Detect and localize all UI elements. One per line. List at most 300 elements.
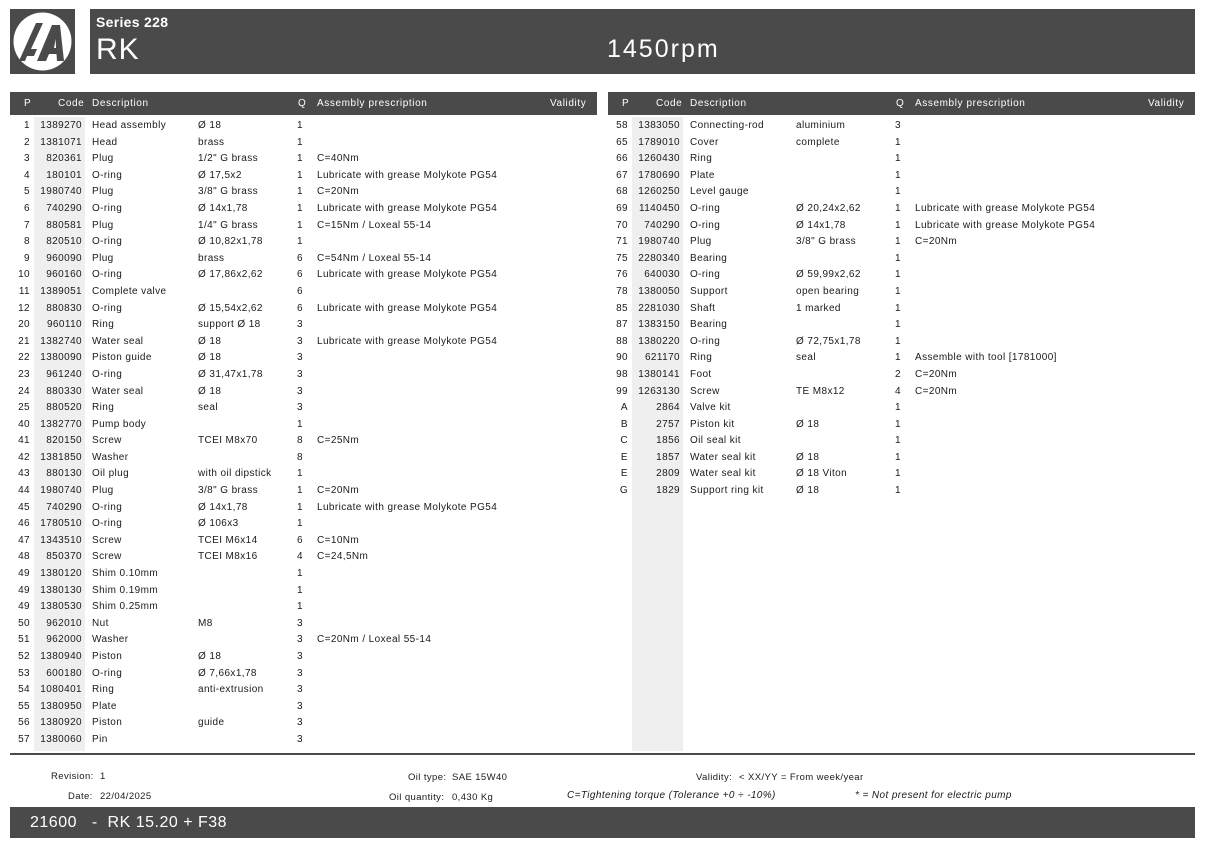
row-code: 1380950: [40, 700, 82, 712]
table-row: [10, 466, 597, 483]
row-position: 24: [18, 385, 30, 397]
row-spec: Ø 17,5x2: [198, 169, 242, 181]
table-row: [608, 201, 1195, 218]
row-description: Piston: [92, 651, 123, 662]
row-code: 962010: [46, 617, 82, 629]
table-row: [608, 251, 1195, 268]
row-spec: 1/4" G brass: [198, 219, 259, 231]
header-bar: [90, 9, 1195, 74]
row-spec: 1 marked: [796, 302, 841, 314]
row-code: 960160: [46, 269, 82, 281]
row-description: Ring: [690, 153, 713, 165]
row-position: 52: [18, 651, 30, 662]
row-position: 66: [616, 153, 628, 165]
col-q: Q: [896, 98, 905, 109]
table-row: [10, 218, 597, 235]
row-quantity: 4: [895, 385, 901, 397]
row-spec: TCEI M6x14: [198, 534, 258, 546]
row-spec: Ø 7,66x1,78: [198, 667, 257, 679]
table-row: [10, 234, 597, 251]
row-position: A: [620, 402, 628, 414]
row-spec: 1/2" G brass: [198, 153, 259, 165]
row-code: 1380940: [40, 651, 82, 662]
row-assembly-note: C=20Nm / Loxeal 55-14: [317, 634, 432, 646]
row-code: 1789010: [638, 136, 680, 148]
footer-divider: [10, 753, 1195, 755]
table-row: [10, 118, 597, 135]
row-position: 56: [18, 717, 30, 729]
row-code: 1380050: [638, 285, 680, 297]
row-description: Head: [92, 136, 118, 148]
table-row: [608, 400, 1195, 417]
row-assembly-note: Lubricate with grease Molykote PG54: [317, 335, 498, 347]
row-description: Shim 0.19mm: [92, 584, 159, 596]
row-position: 88: [616, 335, 628, 347]
row-quantity: 1: [895, 186, 901, 198]
row-quantity: 1: [895, 236, 901, 248]
row-code: 962000: [46, 634, 82, 646]
row-position: 41: [18, 435, 30, 447]
row-position: 6: [24, 202, 30, 214]
row-quantity: 1: [895, 169, 901, 181]
row-quantity: 1: [297, 518, 303, 530]
row-description: O-ring: [92, 302, 123, 314]
row-code: 850370: [46, 551, 82, 563]
table-row: [608, 267, 1195, 284]
table-row: [608, 466, 1195, 483]
row-code: 1380120: [40, 568, 82, 580]
row-spec: Ø 15,54x2,62: [198, 302, 263, 314]
row-code: 1380530: [40, 601, 82, 613]
row-position: 90: [616, 352, 628, 364]
row-assembly-note: C=20Nm: [317, 485, 360, 497]
row-quantity: 6: [297, 285, 303, 297]
row-quantity: 8: [297, 451, 303, 463]
row-position: 7: [24, 219, 30, 231]
row-quantity: 1: [895, 269, 901, 281]
row-description: O-ring: [92, 269, 123, 281]
row-description: Screw: [92, 435, 122, 447]
row-description: Ring: [92, 319, 115, 331]
row-spec: Ø 18: [198, 385, 222, 397]
table-row: [10, 632, 597, 649]
row-code: 1381071: [40, 136, 82, 148]
table-row: [10, 168, 597, 185]
table-row: [608, 168, 1195, 185]
row-position: 40: [18, 418, 30, 430]
row-spec: TCEI M8x16: [198, 551, 258, 563]
row-position: 49: [18, 584, 30, 596]
row-assembly-note: Lubricate with grease Molykote PG54: [317, 501, 498, 513]
row-description: O-ring: [92, 202, 123, 214]
bottom-title: 21600 - RK 15.20 + F38: [30, 814, 228, 831]
row-quantity: 4: [297, 551, 303, 563]
row-code: 1980740: [40, 485, 82, 497]
row-description: O-ring: [690, 219, 721, 231]
row-spec: 3/8" G brass: [198, 485, 259, 497]
row-quantity: 1: [895, 485, 901, 497]
row-assembly-note: Lubricate with grease Molykote PG54: [915, 202, 1096, 214]
left-table-header: [10, 92, 597, 115]
row-quantity: 1: [297, 568, 303, 580]
row-position: 49: [18, 568, 30, 580]
row-quantity: 1: [895, 202, 901, 214]
row-description: Connecting-rod: [690, 120, 764, 131]
row-quantity: 3: [297, 402, 303, 414]
row-assembly-note: C=15Nm / Loxeal 55-14: [317, 219, 432, 231]
revision-label: Revision:: [51, 771, 94, 782]
row-spec: Ø 14x1,78: [198, 501, 248, 513]
model-title: RK: [96, 33, 140, 66]
row-quantity: 1: [895, 285, 901, 297]
row-description: O-ring: [92, 236, 123, 248]
table-row: [608, 334, 1195, 351]
row-position: 10: [18, 269, 30, 281]
row-code: 640030: [644, 269, 680, 281]
table-row: [608, 284, 1195, 301]
row-code: 960110: [46, 319, 82, 331]
row-spec: TCEI M8x70: [198, 435, 258, 447]
row-code: 1389270: [40, 120, 82, 131]
row-position: 70: [616, 219, 628, 231]
row-quantity: 1: [895, 319, 901, 331]
row-spec: Ø 18: [198, 651, 222, 662]
table-row: [10, 516, 597, 533]
row-code: 1343510: [40, 534, 82, 546]
row-spec: brass: [198, 252, 225, 264]
row-code: 2280340: [638, 252, 680, 264]
row-quantity: 3: [297, 617, 303, 629]
row-quantity: 6: [297, 269, 303, 281]
table-row: [10, 666, 597, 683]
table-row: [10, 151, 597, 168]
row-code: 600180: [46, 667, 82, 679]
row-code: 1080401: [40, 684, 82, 696]
row-quantity: 1: [895, 418, 901, 430]
table-row: [10, 334, 597, 351]
row-description: Shim 0.10mm: [92, 568, 159, 580]
row-position: 44: [18, 485, 30, 497]
row-quantity: 1: [895, 402, 901, 414]
row-spec: Ø 18: [796, 418, 820, 430]
row-description: Ring: [690, 352, 713, 364]
col-code: Code: [58, 98, 85, 109]
oil-type-label: Oil type:: [408, 772, 447, 783]
row-spec: support Ø 18: [198, 319, 261, 331]
row-position: 23: [18, 368, 30, 380]
row-description: Piston guide: [92, 352, 152, 364]
row-code: 1383150: [638, 319, 680, 331]
table-row: [10, 732, 597, 749]
row-quantity: 6: [297, 302, 303, 314]
row-position: 69: [616, 202, 628, 214]
electric-pump-note: * = Not present for electric pump: [855, 790, 1012, 801]
right-parts-table: [608, 118, 1195, 500]
col-validity: Validity: [550, 98, 587, 109]
row-code: 1382770: [40, 418, 82, 430]
row-code: 1260250: [638, 186, 680, 198]
table-row: [608, 450, 1195, 467]
row-code: 1263130: [638, 385, 680, 397]
row-code: 820361: [46, 153, 82, 165]
row-position: 57: [18, 733, 30, 745]
row-code: 2757: [656, 418, 680, 430]
row-description: Plug: [92, 252, 114, 264]
row-quantity: 1: [297, 418, 303, 430]
date-value: 22/04/2025: [100, 791, 152, 802]
row-position: 58: [616, 120, 628, 131]
table-row: [10, 135, 597, 152]
row-code: 1389051: [40, 285, 82, 297]
row-description: Screw: [92, 551, 122, 563]
table-row: [10, 682, 597, 699]
row-spec: Ø 18: [198, 352, 222, 364]
row-quantity: 1: [297, 601, 303, 613]
row-code: 740290: [46, 501, 82, 513]
left-parts-table: [10, 118, 597, 749]
row-position: 87: [616, 319, 628, 331]
table-row: [608, 118, 1195, 135]
row-spec: Ø 10,82x1,78: [198, 236, 263, 248]
row-assembly-note: Lubricate with grease Molykote PG54: [317, 269, 498, 281]
row-position: 3: [24, 153, 30, 165]
row-description: Bearing: [690, 252, 728, 264]
table-row: [10, 715, 597, 732]
row-code: 180101: [46, 169, 82, 181]
table-row: [608, 483, 1195, 500]
row-description: O-ring: [92, 501, 123, 513]
col-p: P: [24, 98, 32, 109]
table-row: [10, 400, 597, 417]
table-row: [10, 350, 597, 367]
row-spec: Ø 106x3: [198, 518, 239, 530]
row-position: 71: [616, 236, 628, 248]
table-row: [10, 616, 597, 633]
row-quantity: 1: [297, 153, 303, 165]
row-quantity: 1: [297, 501, 303, 513]
row-assembly-note: C=40Nm: [317, 153, 360, 165]
row-quantity: 1: [895, 219, 901, 231]
aa-logo-icon: [10, 9, 75, 74]
row-code: 820510: [46, 236, 82, 248]
row-spec: TE M8x12: [796, 385, 845, 397]
date-label: Date:: [68, 791, 93, 802]
row-position: E: [620, 451, 628, 463]
row-code: 740290: [46, 202, 82, 214]
table-row: [608, 151, 1195, 168]
row-quantity: 1: [895, 435, 901, 447]
row-position: 67: [616, 169, 628, 181]
row-assembly-note: C=20Nm: [915, 385, 958, 397]
row-code: 880130: [46, 468, 82, 480]
table-row: [608, 384, 1195, 401]
row-quantity: 1: [297, 202, 303, 214]
row-description: O-ring: [690, 269, 721, 281]
row-position: 8: [24, 236, 30, 248]
col-assembly: Assembly prescription: [317, 98, 428, 109]
row-code: 1382740: [40, 335, 82, 347]
row-code: 621170: [644, 352, 680, 364]
table-row: [10, 533, 597, 550]
row-quantity: 3: [297, 352, 303, 364]
torque-note: C=Tightening torque (Tolerance +0 ÷ -10%): [567, 790, 776, 801]
row-position: 43: [18, 468, 30, 480]
row-assembly-note: Lubricate with grease Molykote PG54: [317, 169, 498, 181]
table-row: [10, 649, 597, 666]
row-description: Plug: [92, 219, 114, 231]
row-quantity: 1: [895, 252, 901, 264]
row-position: 85: [616, 302, 628, 314]
row-position: 1: [24, 120, 30, 131]
row-position: 22: [18, 352, 30, 364]
table-row: [10, 549, 597, 566]
row-description: Shaft: [690, 302, 716, 314]
table-row: [10, 384, 597, 401]
row-description: O-ring: [690, 335, 721, 347]
table-row: [10, 599, 597, 616]
table-row: [10, 500, 597, 517]
row-spec: Ø 18: [796, 485, 820, 497]
table-row: [10, 699, 597, 716]
table-row: [10, 483, 597, 500]
row-description: Support ring kit: [690, 485, 764, 497]
col-description: Description: [690, 98, 747, 109]
row-description: Pin: [92, 733, 108, 745]
row-spec: M8: [198, 617, 213, 629]
row-assembly-note: C=10Nm: [317, 534, 360, 546]
table-row: [10, 284, 597, 301]
row-description: Washer: [92, 451, 129, 463]
col-q: Q: [298, 98, 307, 109]
row-description: O-ring: [92, 667, 123, 679]
row-position: 54: [18, 684, 30, 696]
row-position: 5: [24, 186, 30, 198]
row-position: 47: [18, 534, 30, 546]
row-description: Level gauge: [690, 186, 749, 198]
row-position: E: [620, 468, 628, 480]
table-row: [608, 184, 1195, 201]
row-position: 21: [18, 335, 30, 347]
row-assembly-note: C=25Nm: [317, 435, 360, 447]
row-description: Screw: [92, 534, 122, 546]
row-assembly-note: C=54Nm / Loxeal 55-14: [317, 252, 432, 264]
row-spec: Ø 18: [198, 335, 222, 347]
row-code: 820150: [46, 435, 82, 447]
row-quantity: 1: [297, 584, 303, 596]
row-position: 25: [18, 402, 30, 414]
row-quantity: 3: [297, 684, 303, 696]
table-row: [10, 184, 597, 201]
oil-quantity-value: 0,430 Kg: [452, 792, 494, 803]
table-row: [10, 417, 597, 434]
row-code: 880830: [46, 302, 82, 314]
row-quantity: 3: [895, 120, 901, 131]
row-quantity: 1: [297, 468, 303, 480]
row-spec: Ø 18: [198, 120, 222, 131]
row-position: 11: [18, 285, 30, 297]
row-description: Washer: [92, 634, 129, 646]
table-row: [608, 350, 1195, 367]
row-code: 1381850: [40, 451, 82, 463]
row-description: O-ring: [92, 169, 123, 181]
revision-value: 1: [100, 771, 106, 782]
row-code: 960090: [46, 252, 82, 264]
row-description: Bearing: [690, 319, 728, 331]
row-code: 1829: [656, 485, 680, 497]
row-description: Plug: [690, 236, 712, 248]
row-position: 78: [616, 285, 628, 297]
row-quantity: 6: [297, 534, 303, 546]
row-position: 75: [616, 252, 628, 264]
oil-quantity-label: Oil quantity:: [389, 792, 445, 803]
row-spec: Ø 18: [796, 451, 820, 463]
row-spec: Ø 20,24x2,62: [796, 202, 861, 214]
row-code: 740290: [644, 219, 680, 231]
table-row: [608, 135, 1195, 152]
row-spec: open bearing: [796, 285, 860, 297]
row-quantity: 6: [297, 252, 303, 264]
row-code: 1380220: [638, 335, 680, 347]
table-row: [608, 317, 1195, 334]
row-quantity: 3: [297, 651, 303, 662]
row-position: 42: [18, 451, 30, 463]
row-code: 880581: [46, 219, 82, 231]
row-position: 99: [616, 385, 628, 397]
brand-logo: [10, 9, 75, 74]
row-position: 51: [18, 634, 30, 646]
row-spec: guide: [198, 717, 225, 729]
row-quantity: 1: [297, 219, 303, 231]
row-spec: complete: [796, 136, 840, 148]
row-assembly-note: C=20Nm: [317, 186, 360, 198]
row-position: 55: [18, 700, 30, 712]
row-position: C: [620, 435, 628, 447]
row-description: Pump body: [92, 418, 147, 430]
row-description: Oil plug: [92, 468, 130, 480]
row-assembly-note: C=20Nm: [915, 368, 958, 380]
table-row: [10, 450, 597, 467]
row-quantity: 8: [297, 435, 303, 447]
row-description: Ring: [92, 684, 115, 696]
row-assembly-note: C=20Nm: [915, 236, 958, 248]
table-row: [608, 218, 1195, 235]
row-spec: Ø 14x1,78: [198, 202, 248, 214]
row-code: 1856: [656, 435, 680, 447]
table-row: [608, 367, 1195, 384]
row-code: 880330: [46, 385, 82, 397]
row-code: 1380060: [40, 733, 82, 745]
row-code: 1380141: [638, 368, 680, 380]
row-position: 50: [18, 617, 30, 629]
row-spec: seal: [796, 352, 816, 364]
row-position: G: [619, 485, 628, 497]
row-quantity: 1: [297, 186, 303, 198]
table-row: [10, 201, 597, 218]
row-assembly-note: C=24,5Nm: [317, 551, 369, 563]
row-position: 76: [616, 269, 628, 281]
row-spec: seal: [198, 402, 218, 414]
row-description: O-ring: [92, 368, 123, 380]
row-quantity: 1: [895, 451, 901, 463]
row-description: Support: [690, 285, 728, 297]
row-code: 1380920: [40, 717, 82, 729]
row-code: 961240: [46, 368, 82, 380]
row-quantity: 1: [297, 136, 303, 148]
row-code: 2864: [656, 402, 680, 414]
table-row: [10, 267, 597, 284]
table-row: [10, 367, 597, 384]
table-row: [10, 433, 597, 450]
